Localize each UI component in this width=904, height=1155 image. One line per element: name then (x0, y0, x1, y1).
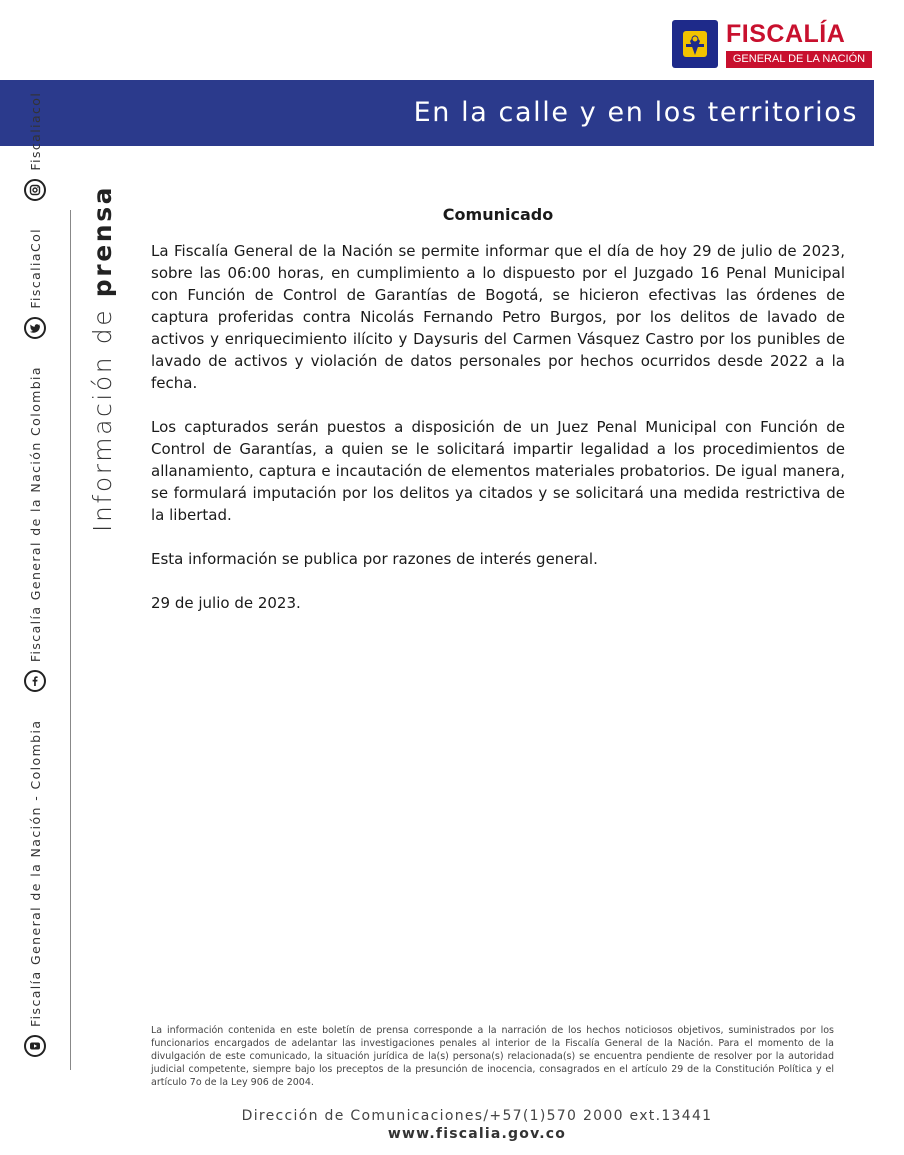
page-title: Comunicado (442, 205, 554, 224)
press-label-bold: prensa (88, 184, 117, 298)
contact-line: Dirección de Comunicaciones/+57(1)570 2000 ext.13441 (241, 1108, 713, 1124)
coat-of-arms-icon (672, 20, 718, 68)
press-release (151, 205, 845, 614)
youtube-icon[interactable] (24, 1035, 46, 1057)
logo-subtitle: GENERAL DE LA NACIÓN (726, 51, 872, 68)
instagram-icon[interactable] (24, 179, 46, 201)
header-banner (0, 80, 874, 146)
paragraph-3: Esta información se publica por razones de interés general. (151, 550, 598, 568)
facebook-label[interactable]: Fiscalía General de la Nación Colombia (27, 366, 43, 663)
release-date: 29 de julio de 2023. (151, 594, 301, 612)
fiscalia-logo (672, 20, 874, 72)
website-link[interactable]: www.fiscalia.gov.co (387, 1126, 567, 1142)
legal-disclaimer: La información contenida en este boletín de prensa corresponde a la narración de los hechos noticiosos objetivos, suministrados por los funcionarios encargados de adelantar las investigaciones penales al interior de la Fiscalía General de la Nación. Para el momento de la divulgación de este comunicado, la situación jurídica de la(s) persona(s) relacionada(s) se encuentra pendiente de resolver por la autoridad judicial competente, siempre bajo los preceptos de la presunción de inocencia, consagrados en el artículo 29 de la Constitución Política y el artículo 7o de la Ley 906 de 2004. (151, 1025, 834, 1088)
press-label-light: Información de (88, 297, 117, 532)
twitter-icon[interactable] (24, 317, 46, 339)
paragraph-1: La Fiscalía General de la Nación se permite informar que el día de hoy 29 de julio de 2023, sobre las 06:00 horas, en cumplimiento a lo dispuesto por el Juzgado 16 Penal Municipal con Función de Control de Garantías de Bogotá, se hicieron efectivas las órdenes de captura proferidas contra Nicolás Fernando Petro Burgos, por los delitos de lavado de activos y enriquecimiento ilícito y Daysuris del Carmen Vásquez Castro por los punibles de lavado de activos y violación de datos personales por hechos ocurridos desde 2022 a la fecha. (151, 242, 845, 392)
banner-slogan: En la calle y en los territorios (413, 97, 858, 128)
facebook-icon[interactable] (24, 670, 46, 692)
logo-wordmark: FISCALÍA (726, 20, 846, 48)
paragraph-2: Los capturados serán puestos a disposición de un Juez Penal Municipal con Función de Control de Garantías, a quien se le solicitará impartir legalidad a los procedimientos de allanamiento, captura e incautación de elementos materiales probatorios. De igual manera, se formulará imputación por los delitos ya citados y se solicitará una medida restrictiva de la libertad. (151, 418, 845, 524)
youtube-label[interactable]: Fiscalía General de la Nación - Colombia (27, 719, 43, 1027)
instagram-label[interactable]: Fiscaliacol (27, 91, 43, 171)
press-label (88, 185, 117, 532)
twitter-label[interactable]: FiscaliaCol (27, 227, 43, 309)
side-divider (70, 210, 71, 1070)
social-strip (24, 91, 46, 1065)
